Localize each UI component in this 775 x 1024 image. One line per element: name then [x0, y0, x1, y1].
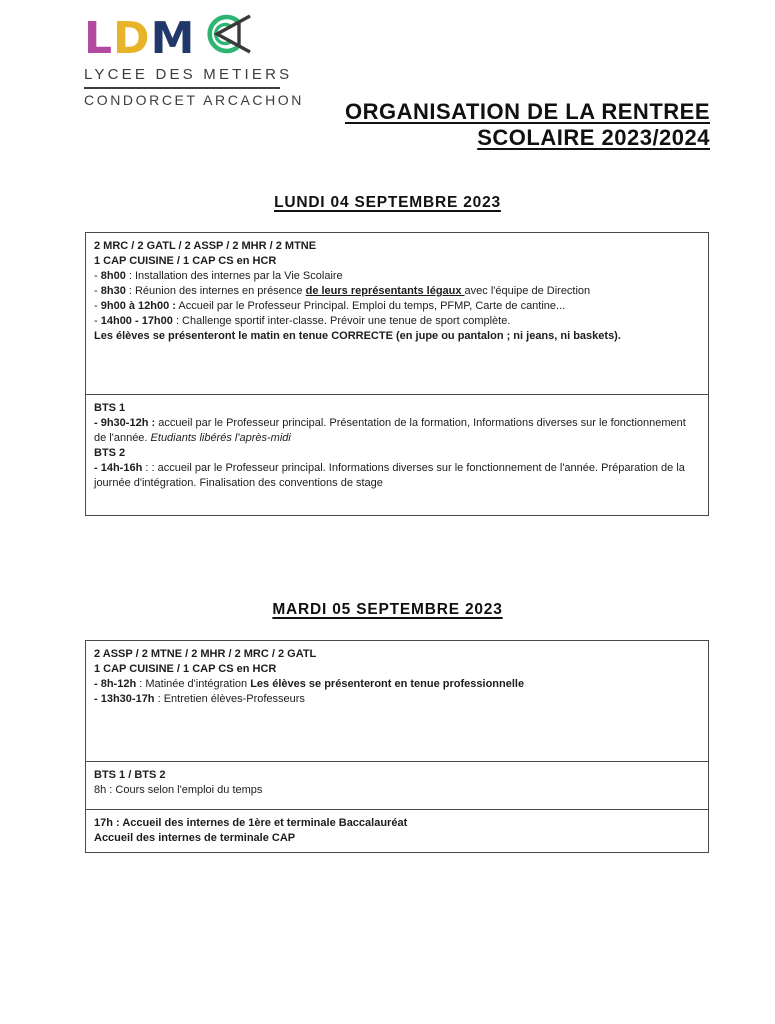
class-list-line2: 1 CAP CUISINE / 1 CAP CS en HCR — [94, 663, 277, 675]
table-row-lundi-bts — [86, 394, 708, 515]
bts-label: BTS 1 / BTS 2 — [94, 769, 166, 781]
compass-c-icon — [200, 12, 252, 60]
schedule-item: - 8h00 : Installation des internes par la Vie Scolaire — [94, 270, 343, 282]
internat-line2: Accueil des internes de terminale CAP — [94, 832, 296, 844]
logo-subtitle: LYCEE DES METIERS — [84, 66, 293, 83]
logo-divider — [84, 87, 280, 89]
dress-code-note: Les élèves se présenteront le matin en tenue CORRECTE (en jupe ou pantalon ; ni jeans, ni baskets). — [94, 330, 621, 342]
school-logo — [84, 12, 304, 108]
schedule-item: - 14h00 - 17h00 : Challenge sportif inter-classe. Prévoir une tenue de sport complète. — [94, 315, 511, 327]
table-row-mardi-classes — [86, 641, 708, 761]
bts2-schedule-item: - 14h-16h : : accueil par le Professeur principal. Informations diverses sur le fonctionnement de l'année. Préparation de la journée d'intégration. Finalisation des conventions de stage — [94, 462, 685, 489]
bts2-label: BTS 2 — [94, 447, 126, 459]
bts1-label: BTS 1 — [94, 402, 126, 414]
schedule-item: - 13h30-17h : Entretien élèves-Professeurs — [94, 693, 305, 705]
schedule-table-mardi — [85, 640, 709, 853]
table-row-mardi-bts — [86, 761, 708, 809]
schedule-item: - 9h00 à 12h00 : Accueil par le Professeur Principal. Emploi du temps, PFMP, Carte de cantine... — [94, 300, 566, 312]
logo-subtitle-2: CONDORCET ARCACHON — [84, 92, 305, 108]
logo-wordmark — [84, 12, 304, 64]
table-row-mardi-internat — [86, 809, 708, 852]
bts1-schedule-item: - 9h30-12h : accueil par le Professeur principal. Présentation de la formation, Informations diverses sur le fonctionnement de l'année. Etudiants libérés l'après-midi — [94, 417, 686, 444]
schedule-item: - 8h-12h : Matinée d'intégration Les élèves se présenteront en tenue professionnelle — [94, 678, 525, 690]
class-list-line1: 2 MRC / 2 GATL / 2 ASSP / 2 MHR / 2 MTNE — [94, 240, 317, 252]
document-title-line1: ORGANISATION DE LA RENTREE — [344, 99, 710, 124]
schedule-table-lundi — [85, 232, 709, 516]
class-list-line1: 2 ASSP / 2 MTNE / 2 MHR / 2 MRC / 2 GATL — [94, 648, 317, 660]
day-heading-mardi: MARDI 05 SEPTEMBRE 2023 — [272, 601, 503, 618]
document-title — [345, 99, 710, 151]
bts-schedule-item: 8h : Cours selon l'emploi du temps — [94, 784, 263, 796]
logo-letter-m: M — [150, 13, 196, 64]
class-list-line2: 1 CAP CUISINE / 1 CAP CS en HCR — [94, 255, 277, 267]
schedule-item: - 8h30 : Réunion des internes en présence de leurs représentants légaux avec l'équipe de Direction — [94, 285, 591, 297]
table-row-lundi-classes — [86, 233, 708, 394]
day-heading-lundi: LUNDI 04 SEPTEMBRE 2023 — [274, 194, 501, 211]
document-title-line2: SCOLAIRE 2023/2024 — [477, 125, 710, 150]
internat-line1: 17h : Accueil des internes de 1ère et terminale Baccalauréat — [94, 817, 408, 829]
logo-letter-l: L — [84, 13, 114, 64]
logo-letter-d: D — [113, 13, 151, 64]
